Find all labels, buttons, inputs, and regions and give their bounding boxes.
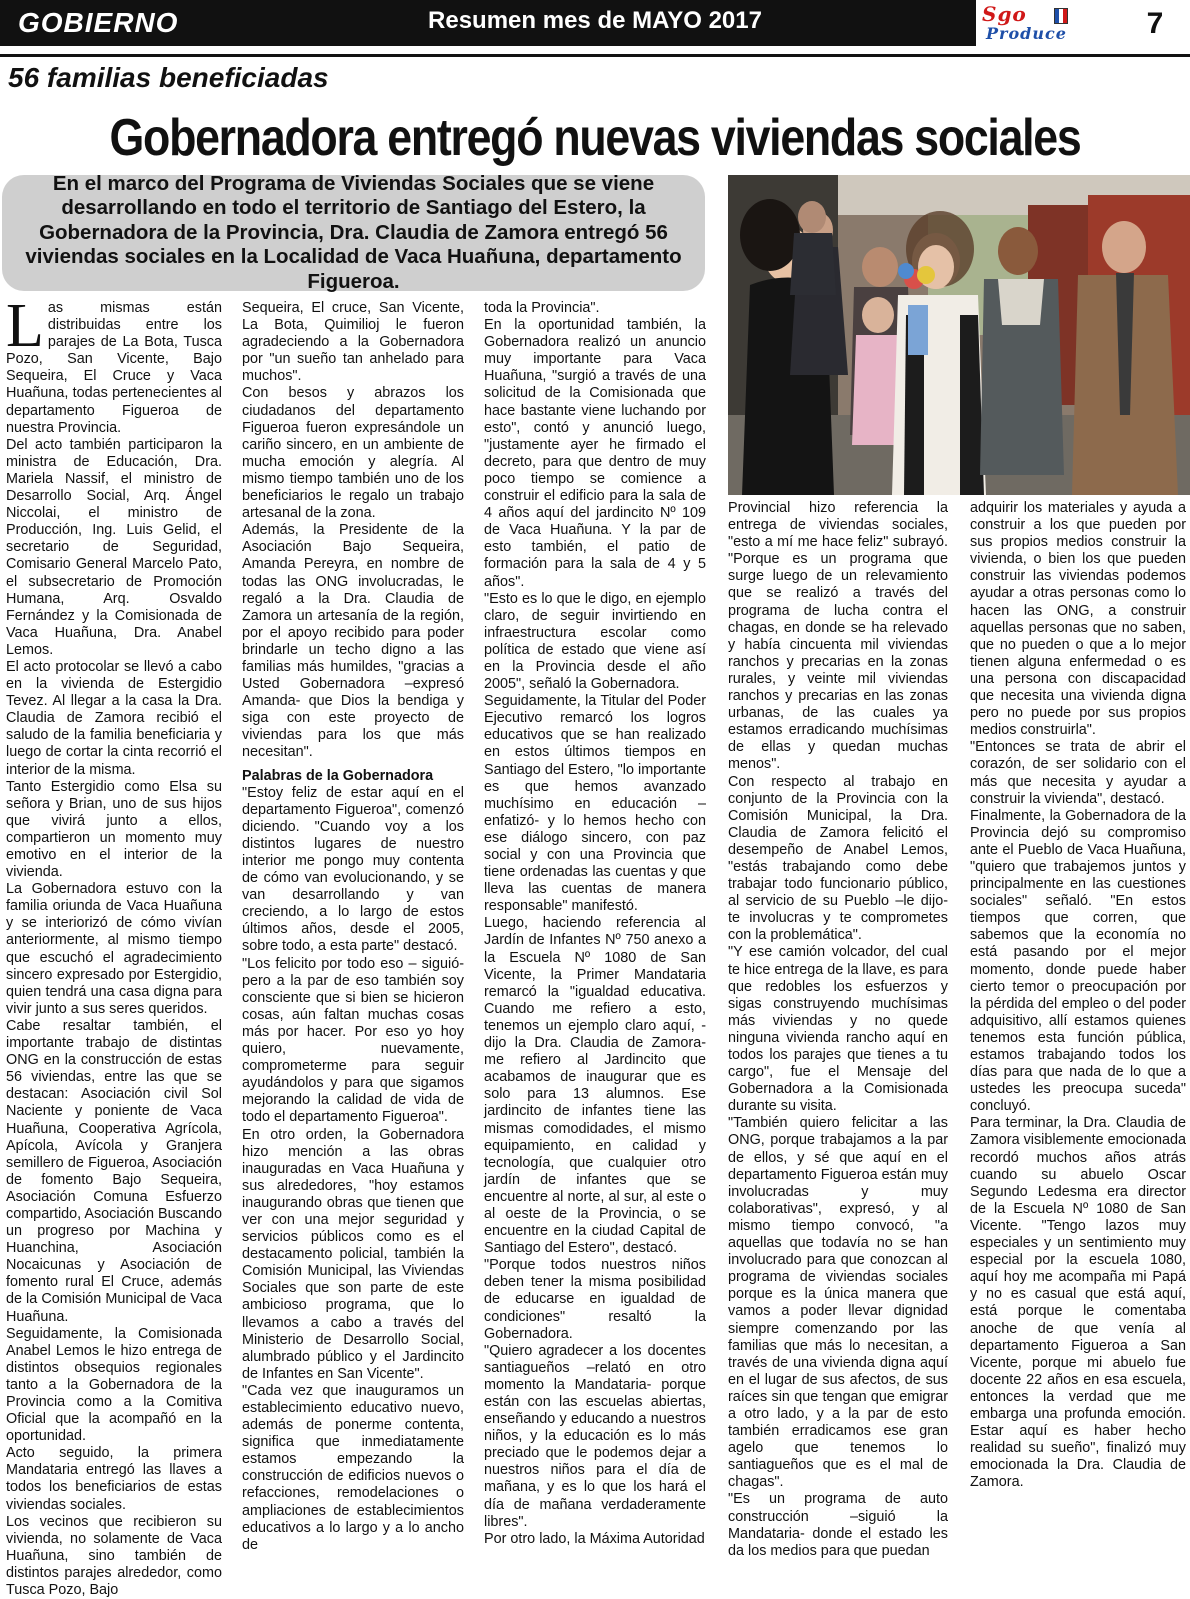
article-headline: Gobernadora entregó nuevas viviendas sociales — [109, 109, 1081, 167]
flag-icon — [1054, 8, 1068, 24]
paragraph: "Porque todos nuestros niños deben tener la misma posibilidad de educarse en igualdad de condiciones" resaltó la Gobernadora. — [484, 1257, 706, 1342]
paragraph: Seguidamente, la Comisionada Anabel Lemos le hizo entrega de distintos obsequios regionales tanto a la Gobernadora de la Provincia como a la Comitiva Oficial que la acompañó en la oportunidad. — [6, 1325, 222, 1445]
paragraph: "Quiero agradecer a los docentes santiagueños –relató en otro momento la Mandataria- porque están con las escuelas abiertas, enseñando y educando a nuestros niños, y la educación es lo más preciado que le podemos dejar a nuestros niños para el día de mañana, y es lo que los hará el día de mañana verdaderamente libres". — [484, 1342, 706, 1530]
paragraph: "Esto es lo que le digo, en ejemplo claro, de seguir invirtiendo en infraestructura escolar como política de estado que viene así en la Provincia desde el año 2005", señaló la Gobernadora. — [484, 590, 706, 693]
paragraph: Los vecinos que recibieron su vivienda, no solamente de Vaca Huañuna, sino también de distintos parajes alrededor, como Tusca Pozo, Bajo — [6, 1513, 222, 1599]
paragraph: Provincial hizo referencia la entrega de viviendas sociales, "esto a mí me hace feliz" subrayó. "Porque es un programa que surge luego de un relevamiento que se realizó a través del programa de lucha contra el chagas, en donde se ha relevado y había cincuenta mil viviendas ranchos y precarias en la zonas rurales, y veinte mil viviendas ranchos y precarias en las zonas urbanas, de las cuales ya estamos erradicando muchísimas de ellas y quedan muchas menos". — [728, 500, 948, 773]
paragraph: Del acto también participaron la ministra de Educación, Dra. Mariela Nassif, el ministro de Desarrollo Social, Arq. Ángel Niccolai, el ministro de Producción, Ing. Luis Gelid, el secretario de Seguridad, Comisario General Marcelo Pato, el subsecretario de Promoción Humana, Arq. Osvaldo Fernández y la Comisionada de Vaca Huañuna, Dra. Anabel Lemos. — [6, 436, 222, 658]
page-header — [0, 0, 1190, 48]
logo-text-top: Sgo — [982, 2, 1027, 26]
paragraph: "También quiero felicitar a las ONG, porque trabajamos a la par de ellos, y sé que aquí en el departamento Figueroa están muy involucradas y muy colaborativas", expresó, y al mismo tiempo convocó, "a aquellas que todavía no se han involucrado para que conozcan al programa de viviendas sociales porque es la única manera que vamos a poder llevar dignidad siempre comenzando por las familias que más lo necesitan, a través de una vivienda digna aquí en el lugar de sus afectos, de sus raíces sin que tengan que emigrar a otro lado, y a la par de esto también erradicamos ese gran agelo que tenemos lo santiagueños que es el mal de chagas". — [728, 1115, 948, 1491]
paragraph: "Estoy feliz de estar aquí en el departamento Figueroa", comenzó diciendo. "Cuando voy a los distintos lugares de nuestro interior me pongo muy contenta de cómo van evolucionando, y se van desarrollando y van creciendo, a lo largo de estos últimos años, desde el 2005, sobre todo, a esta parte" destacó. — [242, 784, 464, 955]
paragraph: as mismas están distribuidas entre los parajes de La Bota, Tusca Pozo, San Vicente, Bajo Sequeira, El Cruce y Vaca Huañuna, todas pertenecientes al departamento Figueroa de nuestra Provincia. — [6, 300, 222, 436]
paragraph: En otro orden, la Gobernadora hizo mención a las obras inauguradas en Vaca Huañuna y sus alrededores, "hoy estamos inaugurando obras que tienen que ver con una mejor seguridad y servicios públicos como es el destacamento policial, también la Comisión Municipal, las Viviendas Sociales que son parte de este ambicioso programa, que lo llevamos a cabo a través del Ministerio de Desarrollo Social, alumbrado público y el Jardincito de Infantes en San Vicente". — [242, 1126, 464, 1382]
paragraph: Finalmente, la Gobernadora de la Provincia dejó su compromiso ante el Pueblo de Vaca Huañuna, "quiero que trabajemos juntos y principalmente en las cuestiones sociales" señaló. "En estos tiempos que corren, que sabemos que la economía no está pasando por el mejor momento, donde puede haber cierto temor o preocupación por la pérdida del empleo o del poder adquisitivo, allí estamos quienes tenemos esta función pública, estamos trabajando todos los días para que nada de lo que a ustedes les preocupa suceda" concluyó. — [970, 807, 1186, 1115]
article-column-5 — [970, 500, 1186, 1491]
header-rule — [0, 54, 1190, 57]
paragraph: Sequeira, El cruce, San Vicente, La Bota, Quimilioj le fueron agradeciendo a la Gobernadora por "un sueño tan anhelado para muchos". — [242, 300, 464, 385]
paragraph: El acto protocolar se llevó a cabo en la vivienda de Estergidio Tevez. Al llegar a la casa la Dra. Claudia de Zamora recibió el saludo de la familia beneficiaria y luego de cortar la cinta recorrió el interior de la misma. — [6, 658, 222, 778]
paragraph: Cabe resaltar también, el importante trabajo de distintas ONG en la construcción de estas 56 viviendas, entre las que se destacan: Asociación civil Sol Naciente y poniente de Vaca Huañuna, Cooperativa Agrícola, Apícola, Avícola y Granjera semillero de Figueroa, Asociación de fomento Bajo Sequeira, Asociación Comuna Esfuerzo compartido, Asociación Buscando un progreso por Machina y Huanchina, Asociación Nocaicunas y Asociación de fomento rural El Cruce, además de la Comisión Municipal de Vaca Huañuna. — [6, 1017, 222, 1325]
article-kicker: 56 familias beneficiadas — [8, 62, 329, 93]
article-photo — [728, 175, 1190, 495]
paragraph: "Es un programa de auto construcción –siguió la Mandataria- donde el estado les da los medios para que puedan — [728, 1491, 948, 1559]
paragraph: Además, la Presidente de la Asociación Bajo Sequeira, Amanda Pereyra, en nombre de todas las ONG involucradas, le regaló a la Dra. Claudia de Zamora un artesanía de la región, por el apoyo recibido para poder brindarle un techo digno a las familias más humildes, "gracias a Usted Gobernadora –expresó Amanda- que Dios la bendiga y siga con este proyecto de viviendas para los que más necesitan". — [242, 522, 464, 761]
section-subheading: Palabras de la Gobernadora — [242, 767, 434, 784]
paragraph: La Gobernadora estuvo con la familia oriunda de Vaca Huañuna y se interiorizó de cómo vivían anteriormente, al mismo tiempo que escuchó el agradecimiento sincero expresado por Estergidio, quien tendrá una casa digna para vivir junto a sus seres queridos. — [6, 881, 222, 1017]
lead-text: En el marco del Programa de Viviendas Sociales que se viene desarrollando en todo el territorio de Santiago del Estero, la Gobernadora de la Provincia, Dra. Claudia de Zamora entregó 56 viviendas sociales en la Localidad de Vaca Huañuna, departamento Figueroa. — [25, 171, 682, 293]
logo-text-bottom: Produce — [986, 24, 1067, 43]
article-column-2 — [242, 300, 464, 1553]
paragraph: En la oportunidad también, la Gobernadora realizó un anuncio muy importante para Vaca Huañuna, "surgió a través de una solicitud de la Comisionada que hace bastante viene luchando por esto", contó y anunció luego, "justamente ayer he firmado el decreto, para que dentro de muy poco tiempo se comience a construir el edificio para la sala de 4 años aquí del jardincito Nº 109 de Vaca Huañuna. Y la par de esto también, el patio de formación para la sala de 4 y 5 años". — [484, 317, 706, 590]
paragraph: "Los felicito por todo eso – siguió- pero a la par de eso también soy consciente que si bien se hicieron cosas, aún faltan muchas cosas más por hacer. Por eso yo hoy quiero, nuevamente, comprometerme para seguir ayudándolos y para que sigamos mejorando la calidad de vida de todo el departamento Figueroa". — [242, 955, 464, 1126]
paragraph: toda la Provincia". — [484, 300, 600, 316]
paragraph: "Entonces se trata de abrir el corazón, de ser solidario con el más que necesita y ayudar a construir la vivienda", destacó. — [970, 739, 1186, 807]
paragraph: Seguidamente, la Titular del Poder Ejecutivo remarcó los logros educativos que se han realizado en estos últimos tiempos en Santiago del Estero, "lo importante es que hemos avanzado muchísimo en educación –enfatizó- y lo hemos hecho con ese diálogo sincero, con paz social y con una Provincia que tiene ordenadas las cuentas y que lleva las cuentas de manera responsable" manifestó. — [484, 693, 706, 915]
publication-logo — [980, 2, 1112, 46]
section-label: GOBIERNO — [0, 0, 214, 46]
paragraph: "Cada vez que inauguramos un establecimiento educativo nuevo, además de ponerme contenta, significa que inmediatamente estamos empezando la construcción de edificios nuevos o refacciones, remodelaciones o ampliaciones de establecimientos educativos a lo largo y a lo ancho de — [242, 1382, 464, 1553]
paragraph: Tanto Estergidio como Elsa su señora y Brian, uno de sus hijos que vivirá junto a ellos, compartieron un momento muy emotivo en el interior de la vivienda. — [6, 778, 222, 881]
paragraph: Con respecto al trabajo en conjunto de la Provincia con la Comisión Municipal, la Dra. Claudia de Zamora felicitó el desempeño de Anabel Lemos, "estás trabajando como debe trabajar todo funcionario público, al servicio de su Pueblo –le dijo- te involucras y te comprometes con la problemática". — [728, 773, 948, 944]
paragraph: Con besos y abrazos los ciudadanos del departamento Figueroa fueron expresándole un cariño sincero, en un ambiente de mucha emoción y alegría. Al mismo tiempo también uno de los beneficiarios le regalo un trabajo artesanal de la zona. — [242, 385, 464, 522]
paragraph: adquirir los materiales y ayuda a construir a los que pueden por sus propios medios construir la vivienda, o bien los que pueden construir las viviendas podemos ayudar a otras personas como lo hacen las ONG, a construir aquellas personas que no saben, que no pueden o que a lo mejor tienen alguna enfermedad o es una persona con discapacidad que necesita una vivienda digna pero no puede por sus propios medios construirla". — [970, 500, 1186, 739]
drop-cap: L — [6, 292, 44, 360]
paragraph: Por otro lado, la Máxima Autoridad — [484, 1530, 705, 1547]
article-column-1 — [6, 292, 222, 1599]
page-number: 7 — [1146, 7, 1164, 40]
paragraph: Acto seguido, la primera Mandataria entregó las llaves a todos los beneficiarios de estas viviendas sociales. — [6, 1445, 222, 1513]
paragraph: Para terminar, la Dra. Claudia de Zamora visiblemente emocionada recordó muchos años atrás cuando su abuelo Oscar Segundo Ledesma era director de la Escuela Nº 1080 de San Vicente. "Tengo lazos muy especiales y un sentimiento muy especial por la escuela 1080, aquí hoy me acompaña mi Papá y no es casual que está aquí, está porque le comentaba anoche de que venía al departamento Figueroa a San Vicente, porque mi abuelo fue docente 22 años en esa escuela, entonces la verdad que me embarga una profunda emoción. Estar aquí es haber hecho realidad su sueño", finalizó muy emocionada la Dra. Claudia de Zamora. — [970, 1115, 1186, 1491]
paragraph: "Y ese camión volcador, del cual te hice entrega de la llave, es para que redobles los esfuerzos y sigas construyendo muchísimas más viviendas y no quede ninguna vivienda rancho aquí en todos los parajes que tienes a tu cargo", fue el Mensaje del Gobernadora a la Comisionada durante su visita. — [728, 944, 948, 1115]
lead-box — [2, 171, 705, 293]
paragraph: Luego, haciendo referencia al Jardín de Infantes Nº 750 anexo a la Escuela Nº 1080 de San Vicente, la Primer Mandataria remarcó la "igualdad educativa. Cuando me refiero a esto, tenemos un ejemplo claro aquí, -dijo la Dra. Claudia de Zamora- me refiero al Jardincito que acabamos de inaugurar que es solo para 13 alumnos. Ese jardincito de infantes tiene las mismas comodidades, el mismo equipamiento, en calidad y tecnología, que cualquier otro jardín de infantes que se encuentre al norte, al sur, al este o al oeste de la Provincia, o se encuentre en la ciudad Capital de Santiago del Estero", destacó. — [484, 915, 706, 1257]
article-column-4 — [728, 500, 948, 1559]
issue-title: Resumen mes de MAYO 2017 — [214, 0, 976, 46]
article-column-3 — [484, 300, 706, 1547]
